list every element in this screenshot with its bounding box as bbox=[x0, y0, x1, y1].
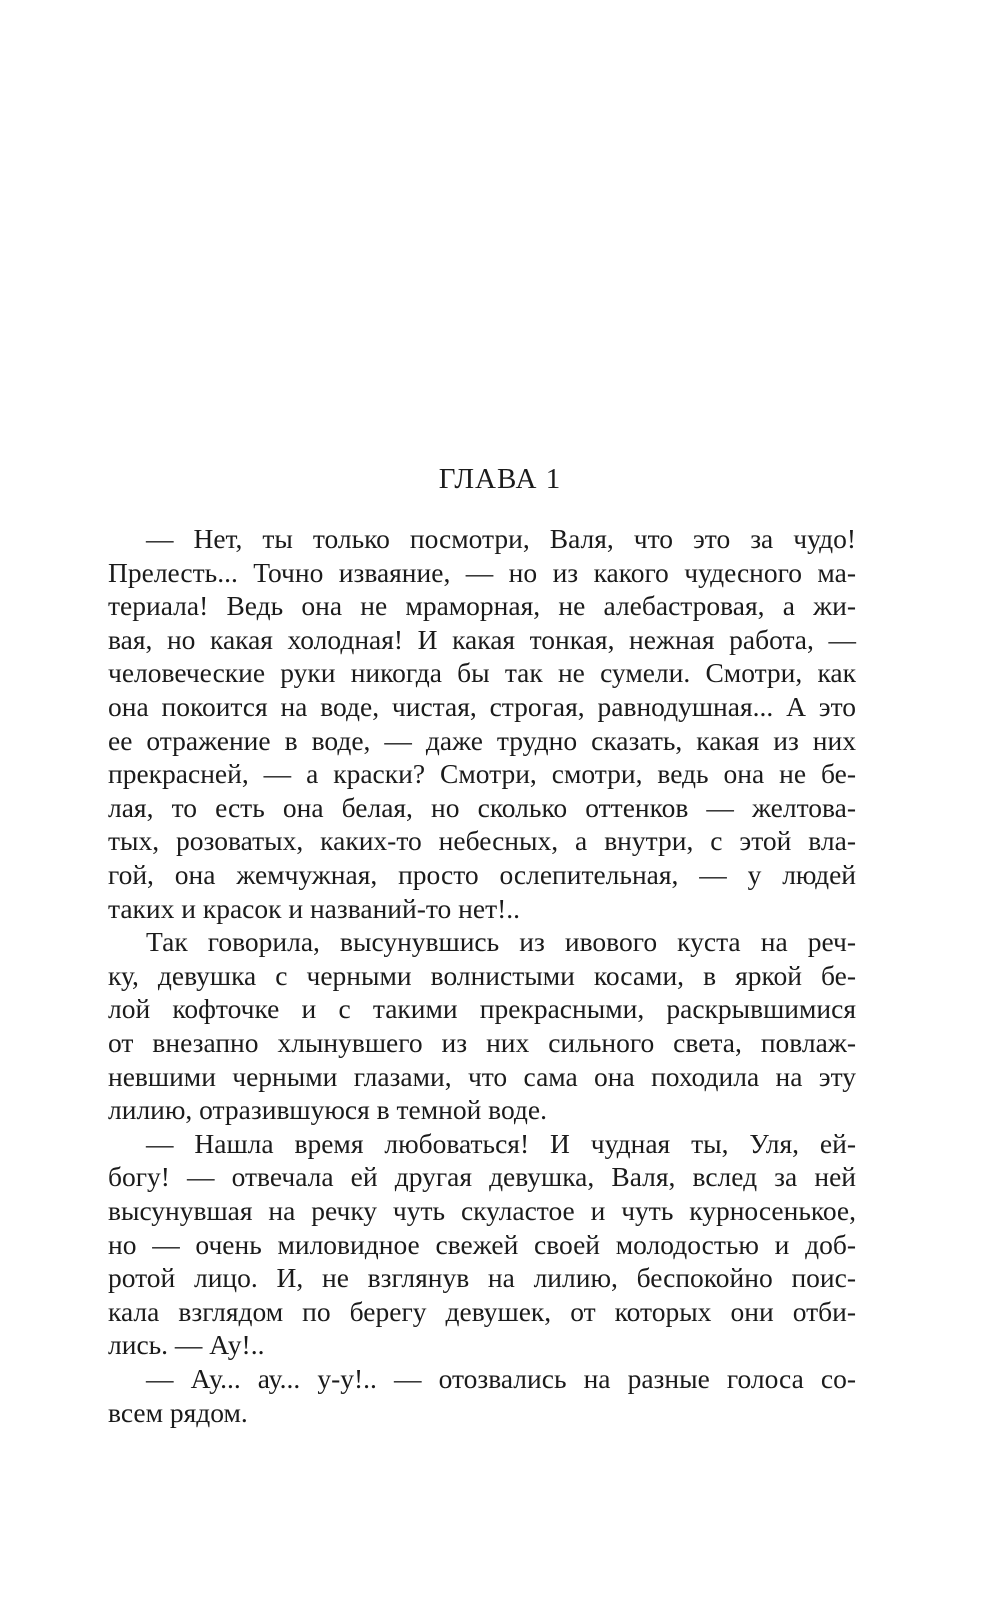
chapter-title: ГЛАВА 1 bbox=[438, 463, 562, 495]
text-line: гой, она жемчужная, просто ослепительная, — у людей bbox=[108, 859, 856, 890]
text-line: лая, то есть она белая, но сколько оттенков — желтова- bbox=[108, 791, 856, 823]
text-line: но — очень миловидное свежей своей молодостью и доб- bbox=[108, 1228, 856, 1260]
text-line: высунувшая на речку чуть скуластое и чуть курносенькое, bbox=[108, 1195, 856, 1226]
text-line: она покоится на воде, чистая, строгая, равнодушная... А это bbox=[108, 691, 856, 722]
text-line: Прелесть... Точно изваяние, — но из какого чудесного ма- bbox=[108, 556, 856, 588]
text-line: невшими черными глазами, что сама она походила на эту bbox=[108, 1060, 856, 1092]
text-line: — Ау... ау... у-у!.. — отозвались на разные голоса со- bbox=[146, 1363, 856, 1394]
text-line: от внезапно хлынувшего из них сильного света, повлаж- bbox=[108, 1027, 856, 1058]
text-line: богу! — отвечала ей другая девушка, Валя, вслед за ней bbox=[108, 1161, 856, 1193]
text-line: ее отражение в воде, — даже трудно сказать, какая из них bbox=[108, 724, 856, 756]
text-line: ку, девушка с черными волнистыми косами, в яркой бе- bbox=[108, 959, 856, 991]
text-line: всем рядом. bbox=[108, 1396, 248, 1428]
text-line: вая, но какая холодная! И какая тонкая, нежная работа, — bbox=[108, 623, 856, 655]
text-line: — Нет, ты только посмотри, Валя, что это за чудо! bbox=[146, 523, 856, 554]
text-line: лой кофточке и с такими прекрасными, раскрывшимися bbox=[108, 993, 856, 1025]
text-line: лилию, отразившуюся в темной воде. bbox=[108, 1094, 548, 1126]
text-line: таких и красок и названий-то нет!.. bbox=[108, 892, 521, 924]
text-line: териала! Ведь она не мраморная, не алебастровая, а жи- bbox=[108, 590, 856, 622]
text-line: прекрасней, — а краски? Смотри, смотри, ведь она не бе- bbox=[108, 758, 856, 790]
text-line: — Нашла время любоваться! И чудная ты, Уля, ей- bbox=[146, 1127, 856, 1159]
text-line: кала взглядом по берегу девушек, от которых они отби- bbox=[108, 1295, 856, 1327]
text-line: тых, розоватых, каких-то небесных, а внутри, с этой вла- bbox=[108, 825, 856, 857]
text-line: лись. — Ау!.. bbox=[108, 1329, 265, 1361]
text-line: человеческие руки никогда бы так не сумели. Смотри, как bbox=[108, 657, 856, 689]
text-line: Так говорила, высунувшись из ивового куста на реч- bbox=[146, 926, 856, 958]
text-line: ротой лицо. И, не взглянув на лилию, беспокойно поис- bbox=[108, 1262, 856, 1294]
